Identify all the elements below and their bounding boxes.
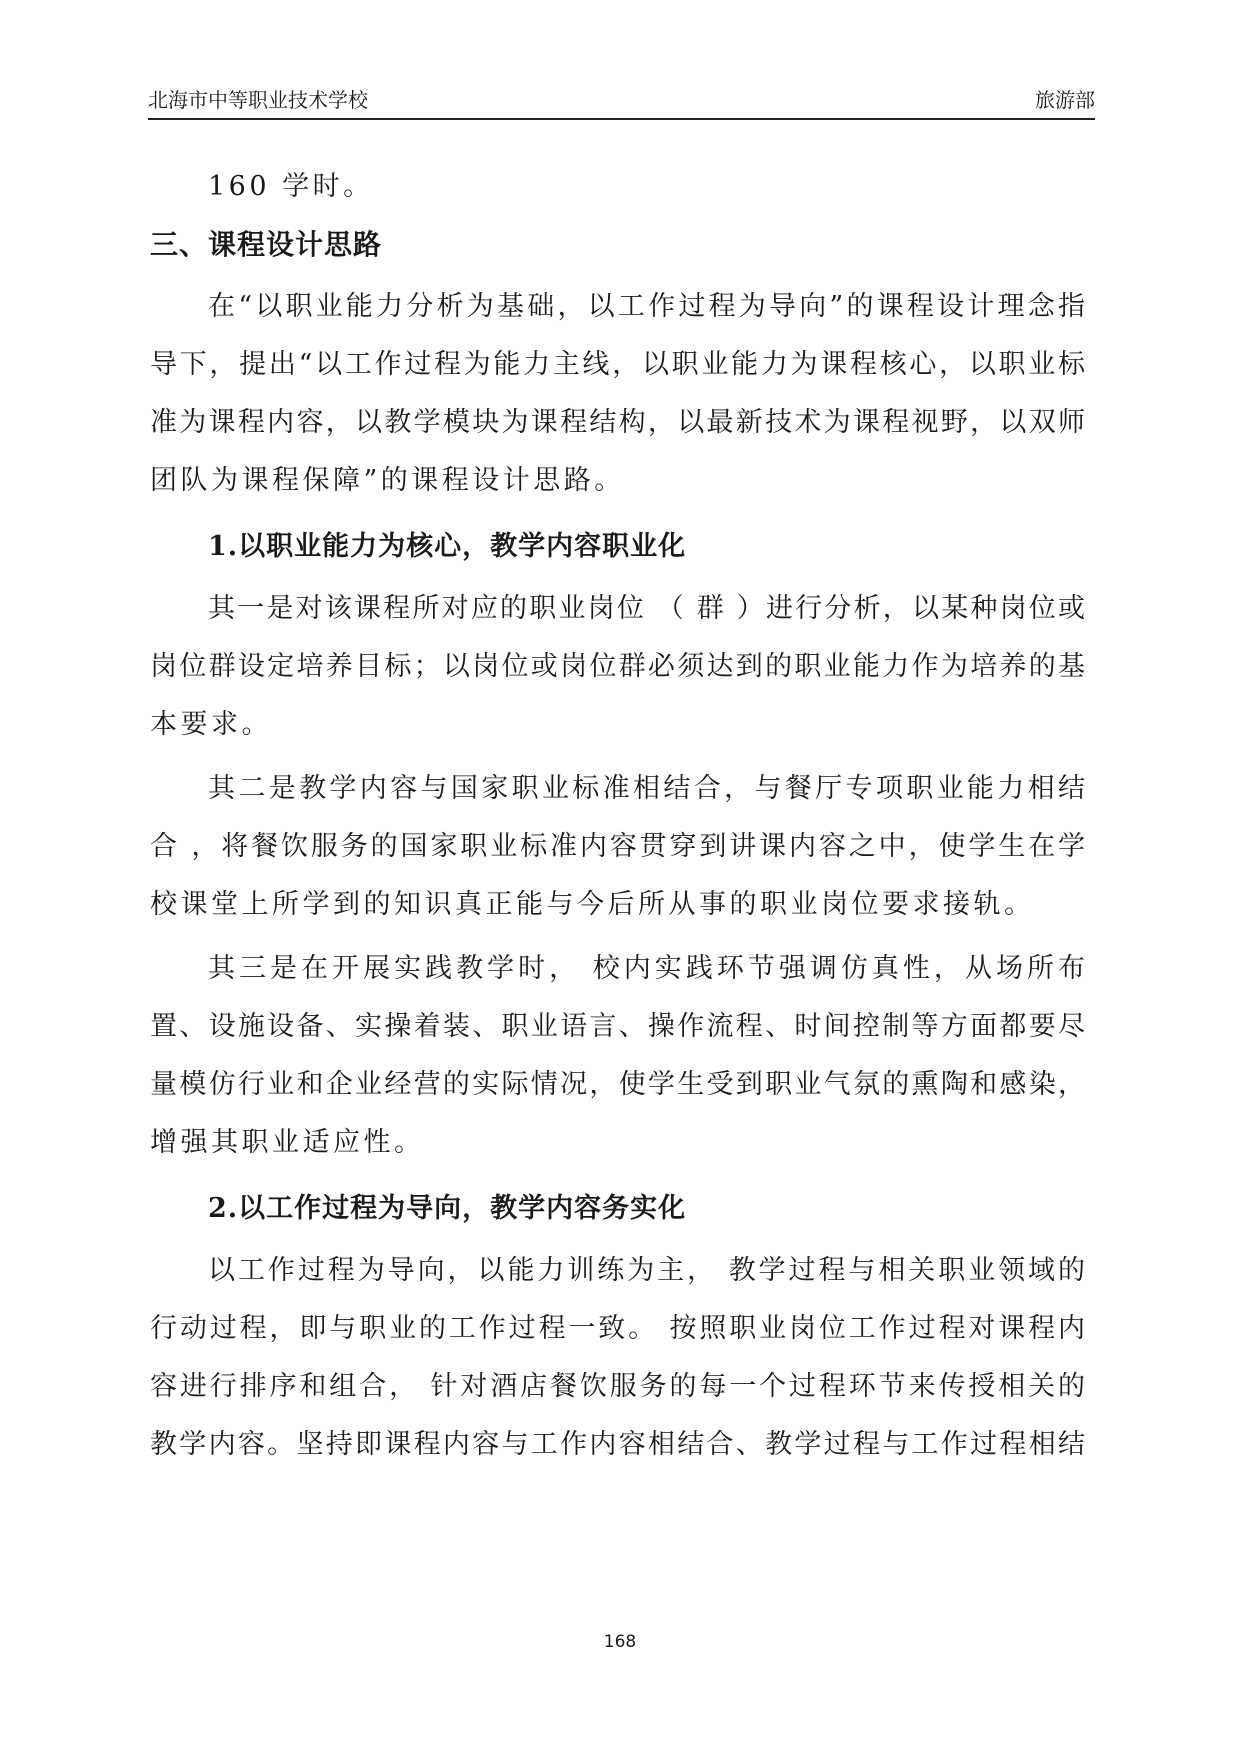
paragraph-line: 其二是教学内容与国家职业标准相结合，与餐厅专项职业能力相结 [208,773,1085,804]
paragraph-line: 岗位群设定培养目标；以岗位或岗位群必须达到的职业能力作为培养的基 [150,651,1085,682]
document-body [150,158,1085,1480]
paragraph-line: 置、设施设备、实操着装、职业语言、操作流程、时间控制等方面都要尽 [150,1011,1085,1042]
paragraph-line: 其三是在开展实践教学时， 校内实践环节强调仿真性，从场所布 [208,953,1085,984]
paragraph-line: 以工作过程为导向，以能力训练为主， 教学过程与相关职业领域的 [208,1255,1085,1286]
paragraph-line: 其一是对该课程所对应的职业岗位 （ 群 ）进行分析，以某种岗位或 [208,593,1085,624]
sub1-paragraph-3 [150,940,1085,1172]
continued-text: 160 学时。 [208,171,374,202]
subheading-2: 2.以工作过程为导向，教学内容务实化 [208,1193,687,1224]
paragraph-line: 准为课程内容，以教学模块为课程结构，以最新技术为课程视野，以双师 [150,407,1085,438]
header-department: 旅游部 [1035,88,1095,112]
header-school-name: 北海市中等职业技术学校 [148,88,368,112]
sub1-paragraph-2 [150,760,1085,934]
intro-paragraph [150,278,1085,510]
paragraph-line: 教学内容。坚持即课程内容与工作内容相结合、教学过程与工作过程相结 [150,1429,1085,1460]
section-heading: 三、课程设计思路 [150,228,383,261]
sub1-paragraph-1 [150,580,1085,754]
paragraph-line: 导下，提出“以工作过程为能力主线，以职业能力为课程核心，以职业标 [150,349,1085,380]
paragraph-line: 校课堂上所学到的知识真正能与今后所从事的职业岗位要求接轨。 [150,889,1035,920]
sub2-paragraph-1 [150,1242,1085,1474]
paragraph-line: 行动过程，即与职业的工作过程一致。 按照职业岗位工作过程对课程内 [150,1313,1085,1344]
page-header [148,86,1095,120]
paragraph-line: 团队为课程保障”的课程设计思路。 [150,465,625,496]
paragraph-line: 增强其职业适应性。 [150,1127,425,1158]
subheading-1: 1.以职业能力为核心，教学内容职业化 [208,531,687,562]
paragraph-line: 量模仿行业和企业经营的实际情况，使学生受到职业气氛的熏陶和感染， [150,1069,1085,1100]
paragraph-line: 本要求。 [150,709,272,740]
page-number: 168 [603,1632,637,1652]
paragraph-line: 在“以职业能力分析为基础，以工作过程为导向”的课程设计理念指 [208,291,1085,322]
paragraph-line: 合 ，将餐饮服务的国家职业标准内容贯穿到讲课内容之中，使学生在学 [150,831,1085,862]
paragraph-line: 容进行排序和组合， 针对酒店餐饮服务的每一个过程环节来传授相关的 [150,1371,1085,1402]
